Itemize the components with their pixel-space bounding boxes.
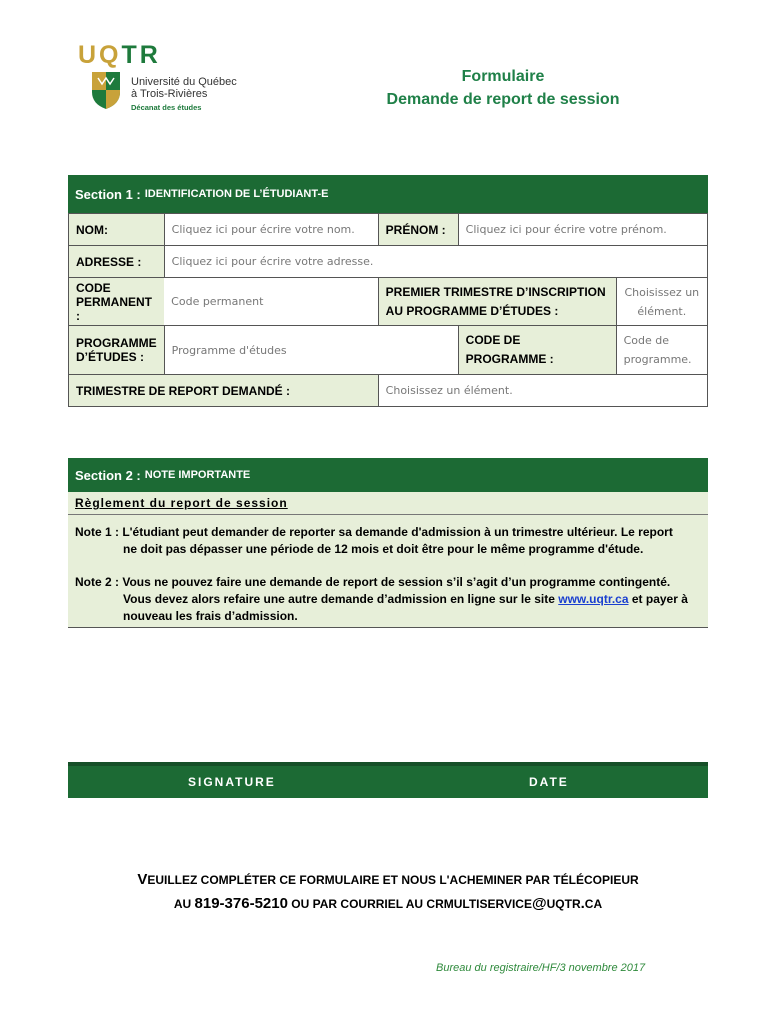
important-note-box (68, 492, 708, 628)
programme-value: Programme d'études (171, 343, 287, 357)
code-programme-field[interactable] (616, 326, 707, 375)
signature-bar (68, 762, 708, 798)
email-dot: . (580, 895, 585, 912)
date-label: DATE (529, 775, 569, 789)
logo-line-1: Université du Québec (131, 76, 237, 88)
email-domain: UQTR (546, 897, 581, 911)
email-at: @ (531, 895, 547, 912)
instructions-initial: V (137, 871, 148, 888)
code-permanent-label (69, 278, 165, 326)
instructions-line-2 (68, 892, 708, 916)
note-2 (75, 574, 700, 625)
code-permanent-field[interactable] (164, 278, 378, 326)
instructions-email-text: OU PAR COURRIEL AU CRMULTISERVICE (291, 897, 532, 911)
uqtr-website-link[interactable]: www.uqtr.ca (558, 592, 629, 606)
code-programme-label (458, 326, 616, 375)
section-1-number: Section 1 : (75, 186, 141, 202)
trimestre-report-label: TRIMESTRE DE REPORT DEMANDÉ : (69, 375, 379, 407)
premier-trimestre-label-2: AU PROGRAMME D’ÉTUDES : (385, 303, 559, 318)
logo-word-a: UQ (78, 41, 122, 69)
form-title (380, 65, 626, 111)
logo-word-b: TR (121, 41, 161, 69)
email-tld: CA (584, 897, 603, 911)
programme-field[interactable] (164, 326, 458, 375)
signature-label: SIGNATURE (188, 775, 276, 789)
form-title-line-1: Formulaire (461, 68, 545, 85)
section-2-number: Section 2 : (75, 467, 141, 483)
code-permanent-label-text: CODE PERMANENT : (76, 280, 153, 323)
instructions-au: AU (173, 897, 192, 911)
code-programme-label-1: CODE DE (465, 333, 521, 347)
adresse-field[interactable]: Cliquez ici pour écrire votre adresse. (164, 246, 707, 278)
premier-trimestre-label-1: PREMIER TRIMESTRE D’INSCRIPTION (385, 284, 606, 299)
prenom-label: PRÉNOM : (378, 214, 458, 246)
rule-title: Règlement du report de session (75, 496, 288, 510)
note-1-line-1: Note 1 : L'étudiant peut demander de reporter sa demande d'admission à un trimestre ultérieur. Le report (75, 525, 673, 539)
logo-wordmark (78, 42, 161, 68)
trimestre-report-dropdown[interactable]: Choisissez un élément. (378, 375, 707, 407)
fax-number: 819-376-5210 (194, 895, 288, 912)
instructions-line-1-rest: EUILLEZ COMPLÉTER CE FORMULAIRE ET NOUS L'ACHEMINER PAR TÉLÉCOPIEUR (147, 873, 639, 887)
note-2-line-3: nouveau les frais d’admission. (123, 609, 298, 623)
premier-trimestre-value-2: élément. (637, 304, 687, 318)
crest-icon (90, 70, 122, 110)
code-programme-value-2: programme. (623, 353, 692, 366)
rule-divider (68, 514, 708, 515)
adresse-label: ADRESSE : (69, 246, 165, 278)
note-2-line-2b: et payer à (631, 592, 688, 606)
logo-text (131, 76, 237, 114)
nom-field[interactable]: Cliquez ici pour écrire votre nom. (164, 214, 378, 246)
programme-label-text: PROGRAMME D’ÉTUDES : (76, 336, 157, 364)
logo-line-3: Décanat des études (131, 103, 202, 112)
code-permanent-value: Code permanent (171, 295, 264, 308)
note-1-line-2: ne doit pas dépasser une période de 12 mois et doit être pour le même programme d'étude. (123, 542, 644, 556)
note-2-line-2a: Vous devez alors refaire une autre demande d’admission en ligne sur le site (123, 592, 555, 606)
premier-trimestre-label (378, 278, 616, 326)
programme-label (69, 326, 165, 375)
section-2-title: NOTE IMPORTANTE (144, 469, 251, 481)
instructions-line-1 (68, 868, 708, 892)
section-1-header (68, 175, 708, 213)
code-programme-label-2: PROGRAMME : (465, 352, 554, 366)
premier-trimestre-dropdown[interactable] (616, 278, 707, 326)
footer-reference: Bureau du registraire/HF/3 novembre 2017 (436, 962, 646, 974)
identification-table (68, 213, 708, 407)
prenom-field[interactable]: Cliquez ici pour écrire votre prénom. (458, 214, 707, 246)
code-programme-value-1: Code de (623, 334, 670, 347)
nom-label: NOM: (69, 214, 165, 246)
premier-trimestre-value-1: Choisissez un (624, 285, 700, 299)
form-title-line-2: Demande de report de session (386, 91, 620, 108)
note-2-line-1: Note 2 : Vous ne pouvez faire une demande de report de session s’il s’agit d’un programme contingenté. (75, 575, 671, 589)
section-2-header (68, 458, 708, 492)
section-1-title: IDENTIFICATION DE L’ÉTUDIANT-E (144, 188, 329, 200)
submission-instructions (68, 868, 708, 916)
logo-line-2: à Trois-Rivières (131, 88, 208, 100)
uqtr-logo (78, 42, 258, 114)
note-1 (75, 524, 700, 558)
